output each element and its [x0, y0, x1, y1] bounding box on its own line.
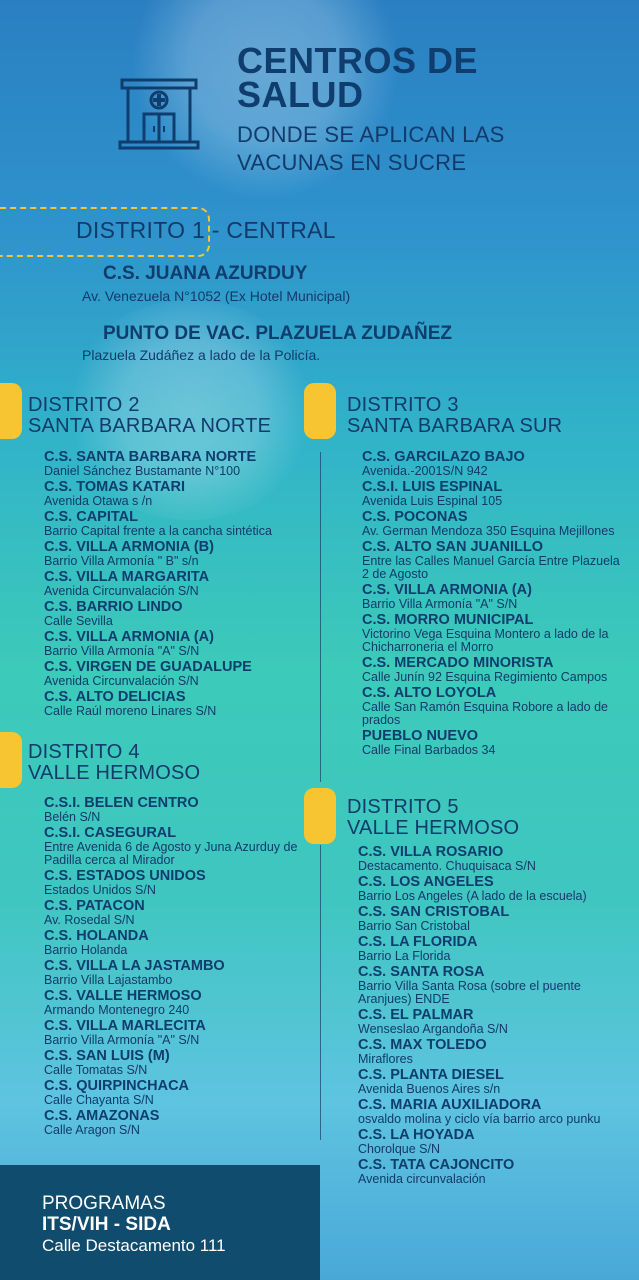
column-divider — [320, 452, 321, 782]
district-title: DISTRITO 4 — [28, 741, 140, 763]
center-item — [362, 510, 630, 538]
district4-heading — [28, 742, 200, 784]
center-address: Destacamento. Chuquisaca S/N — [358, 859, 536, 873]
district3-heading — [347, 395, 562, 437]
center-name: C.S. TOMAS KATARI — [44, 479, 185, 495]
center-address: Belén S/N — [44, 810, 101, 824]
district2-accent-bar — [0, 383, 22, 439]
center-address: Entre las Calles Manuel García Entre Plazuela 2 de Agosto — [362, 554, 620, 581]
center-item — [362, 540, 630, 581]
center-address: Miraflores — [358, 1052, 413, 1066]
district5-heading — [347, 797, 519, 839]
center-address: Calle San Ramón Esquina Robore a lado de prados — [362, 700, 608, 727]
center-name: C.S. VIRGEN DE GUADALUPE — [44, 659, 252, 675]
center-address: Barrio Villa Santa Rosa (sobre el puente Aranjues) ENDE — [358, 979, 581, 1006]
center-item — [362, 656, 630, 684]
center-address: Calle Sevilla — [44, 614, 113, 628]
center-item — [358, 1128, 630, 1156]
center-name: PUEBLO NUEVO — [362, 728, 479, 744]
center-item — [44, 570, 314, 598]
center-address: Entre Avenida 6 de Agosto y Juna Azurduy de Padilla cerca al Mirador — [44, 840, 298, 867]
center-name: C.S. ESTADOS UNIDOS — [44, 868, 206, 884]
center-name: C.S. MORRO MUNICIPAL — [362, 612, 534, 628]
center-address: Barrio La Florida — [358, 949, 451, 963]
district3-center-list — [362, 450, 630, 759]
center-item — [362, 583, 630, 611]
center-address: Calle Chayanta S/N — [44, 1093, 154, 1107]
center-item — [44, 510, 314, 538]
center-name: C.S. VALLE HERMOSO — [44, 988, 202, 1004]
center-address: Barrio Los Angeles (A lado de la escuela) — [358, 889, 587, 903]
center-address: Barrio Capital frente a la cancha sintética — [44, 524, 272, 538]
district4-center-list — [44, 796, 312, 1139]
center-item — [358, 1008, 630, 1036]
programs-name: ITS/VIH - SIDA — [42, 1214, 171, 1235]
page-subtitle-line: DONDE SE APLICAN LAS — [237, 122, 505, 147]
page-title — [237, 40, 479, 115]
center-item — [44, 899, 312, 927]
center-item — [44, 959, 312, 987]
center-name: C.S.I. CASEGURAL — [44, 825, 177, 841]
center-name: C.S. ALTO SAN JUANILLO — [362, 539, 543, 555]
programs-address: Calle Destacamento 111 — [42, 1236, 226, 1255]
district-title: DISTRITO 3 — [347, 394, 459, 416]
center-address: Victorino Vega Esquina Montero a lado de la Chicharroneria el Morro — [362, 627, 609, 654]
district5-accent-bar — [304, 788, 336, 844]
center-name: C.S.I. LUIS ESPINAL — [362, 479, 503, 495]
health-center-building-icon — [118, 70, 200, 152]
center-item — [44, 929, 312, 957]
center-item — [362, 480, 630, 508]
center-name: C.S. LA FLORIDA — [358, 934, 478, 950]
center-name: C.S. POCONAS — [362, 509, 468, 525]
center-name: C.S. VILLA ARMONIA (A) — [362, 582, 532, 598]
center-address: Avenida.-2001S/N 942 — [362, 464, 488, 478]
center-address: Barrio Villa Armonía "A" S/N — [44, 644, 200, 658]
center-name: PUNTO DE VAC. PLAZUELA ZUDAÑEZ — [103, 323, 453, 344]
center-address: Chorolque S/N — [358, 1142, 440, 1156]
center-name: C.S. LA HOYADA — [358, 1127, 475, 1143]
center-name: C.S. AMAZONAS — [44, 1108, 160, 1124]
center-name: C.S. JUANA AZURDUY — [103, 263, 308, 284]
center-name: C.S. VILLA ARMONIA (B) — [44, 539, 214, 555]
center-name: C.S. ALTO DELICIAS — [44, 689, 186, 705]
district-subtitle: VALLE HERMOSO — [347, 817, 520, 839]
center-name: C.S. CAPITAL — [44, 509, 138, 525]
district5-center-list — [358, 845, 630, 1188]
center-item — [362, 729, 630, 757]
center-item — [44, 600, 314, 628]
center-name: C.S. MERCADO MINORISTA — [362, 655, 554, 671]
center-address: Estados Unidos S/N — [44, 883, 156, 897]
center-address: Av. Venezuela N°1052 (Ex Hotel Municipal) — [82, 288, 351, 304]
center-name: C.S. PATACON — [44, 898, 145, 914]
center-item — [44, 869, 312, 897]
center-name: C.S. GARCILAZO BAJO — [362, 449, 525, 465]
center-name: C.S. VILLA MARLECITA — [44, 1018, 206, 1034]
center-name: C.S. EL PALMAR — [358, 1007, 474, 1023]
center-name: C.S. MARIA AUXILIADORA — [358, 1097, 542, 1113]
center-item — [358, 905, 630, 933]
page-subtitle — [237, 121, 505, 177]
center-item — [358, 935, 630, 963]
center-name: C.S. ALTO LOYOLA — [362, 685, 497, 701]
center-address: Calle Final Barbados 34 — [362, 743, 496, 757]
center-address: Barrio Villa Armonía " B" s/n — [44, 554, 199, 568]
district2-heading — [28, 395, 271, 437]
center-address: Daniel Sánchez Bustamante N°100 — [44, 464, 241, 478]
center-address: Barrio San Cristobal — [358, 919, 470, 933]
district-title: DISTRITO 5 — [347, 796, 459, 818]
center-item — [358, 1068, 630, 1096]
center-name: C.S. TATA CAJONCITO — [358, 1157, 515, 1173]
center-item — [358, 875, 630, 903]
center-name: C.S. SAN CRISTOBAL — [358, 904, 510, 920]
district-subtitle: VALLE HERMOSO — [28, 762, 201, 784]
center-address: Avenida circunvalación — [358, 1172, 486, 1186]
center-address: Calle Junín 92 Esquina Regimiento Campos — [362, 670, 608, 684]
center-name: C.S. VILLA ARMONIA (A) — [44, 629, 214, 645]
center-name: C.S.I. BELEN CENTRO — [44, 795, 199, 811]
center-item — [44, 660, 314, 688]
center-item — [44, 1049, 312, 1077]
center-item — [358, 1098, 630, 1126]
center-name: C.S. BARRIO LINDO — [44, 599, 183, 615]
center-item — [358, 1158, 630, 1186]
center-item — [44, 690, 314, 718]
center-item — [44, 989, 312, 1017]
center-address: Av. German Mendoza 350 Esquina Mejillones — [362, 524, 615, 538]
center-address: Barrio Villa Lajastambo — [44, 973, 173, 987]
center-name: C.S. LOS ANGELES — [358, 874, 494, 890]
center-name: C.S. MAX TOLEDO — [358, 1037, 487, 1053]
center-address: Av. Rosedal S/N — [44, 913, 135, 927]
center-item — [44, 826, 312, 867]
center-name: C.S. SAN LUIS (M) — [44, 1048, 170, 1064]
center-address: Avenida Circunvalación S/N — [44, 674, 199, 688]
center-name: C.S. VILLA MARGARITA — [44, 569, 210, 585]
center-address: Avenida Otawa s /n — [44, 494, 153, 508]
center-name: C.S. SANTA ROSA — [358, 964, 485, 980]
center-item — [44, 480, 314, 508]
center-address: Barrio Villa Armonía "A" S/N — [362, 597, 518, 611]
center-name: C.S. HOLANDA — [44, 928, 149, 944]
column-divider — [320, 845, 321, 1140]
center-name: C.S. QUIRPINCHACA — [44, 1078, 190, 1094]
district1-title: DISTRITO 1 - CENTRAL — [76, 217, 336, 243]
center-item — [44, 796, 312, 824]
center-item — [44, 1109, 312, 1137]
center-address: Barrio Holanda — [44, 943, 128, 957]
center-address: Barrio Villa Armonía "A" S/N — [44, 1033, 200, 1047]
center-address: Calle Tomatas S/N — [44, 1063, 148, 1077]
center-name: C.S. SANTA BARBARA NORTE — [44, 449, 257, 465]
center-item — [362, 613, 630, 654]
district3-accent-bar — [304, 383, 336, 439]
center-item — [44, 540, 314, 568]
center-name: C.S. VILLA ROSARIO — [358, 844, 504, 860]
center-item — [44, 1019, 312, 1047]
center-item — [358, 965, 630, 1006]
center-address: Calle Aragon S/N — [44, 1123, 140, 1137]
page-title-line: SALUD — [237, 74, 364, 115]
center-item — [362, 686, 630, 727]
center-address: Calle Raúl moreno Linares S/N — [44, 704, 217, 718]
center-address: Avenida Circunvalación S/N — [44, 584, 199, 598]
center-name: C.S. PLANTA DIESEL — [358, 1067, 504, 1083]
district-subtitle: SANTA BARBARA NORTE — [28, 415, 272, 437]
center-address: Plazuela Zudáñez a lado de la Policía. — [82, 347, 321, 363]
center-address: Armando Montenegro 240 — [44, 1003, 190, 1017]
district4-accent-bar — [0, 732, 22, 788]
center-item — [362, 450, 630, 478]
center-item — [358, 845, 630, 873]
center-address: Avenida Luis Espinal 105 — [362, 494, 503, 508]
center-address: Avenida Buenos Aires s/n — [358, 1082, 501, 1096]
center-item — [44, 630, 314, 658]
center-address: osvaldo molina y ciclo vía barrio arco punku — [358, 1112, 601, 1126]
page-subtitle-line: VACUNAS EN SUCRE — [237, 150, 467, 175]
center-item — [358, 1038, 630, 1066]
programs-title: PROGRAMAS — [42, 1193, 166, 1214]
center-address: Wenseslao Argandoña S/N — [358, 1022, 508, 1036]
center-name: C.S. VILLA LA JASTAMBO — [44, 958, 225, 974]
center-item — [44, 1079, 312, 1107]
district2-center-list — [44, 450, 314, 720]
district-subtitle: SANTA BARBARA SUR — [347, 415, 563, 437]
district-title: DISTRITO 2 — [28, 394, 140, 416]
center-item — [44, 450, 314, 478]
page-title-line: CENTROS DE — [237, 40, 479, 81]
